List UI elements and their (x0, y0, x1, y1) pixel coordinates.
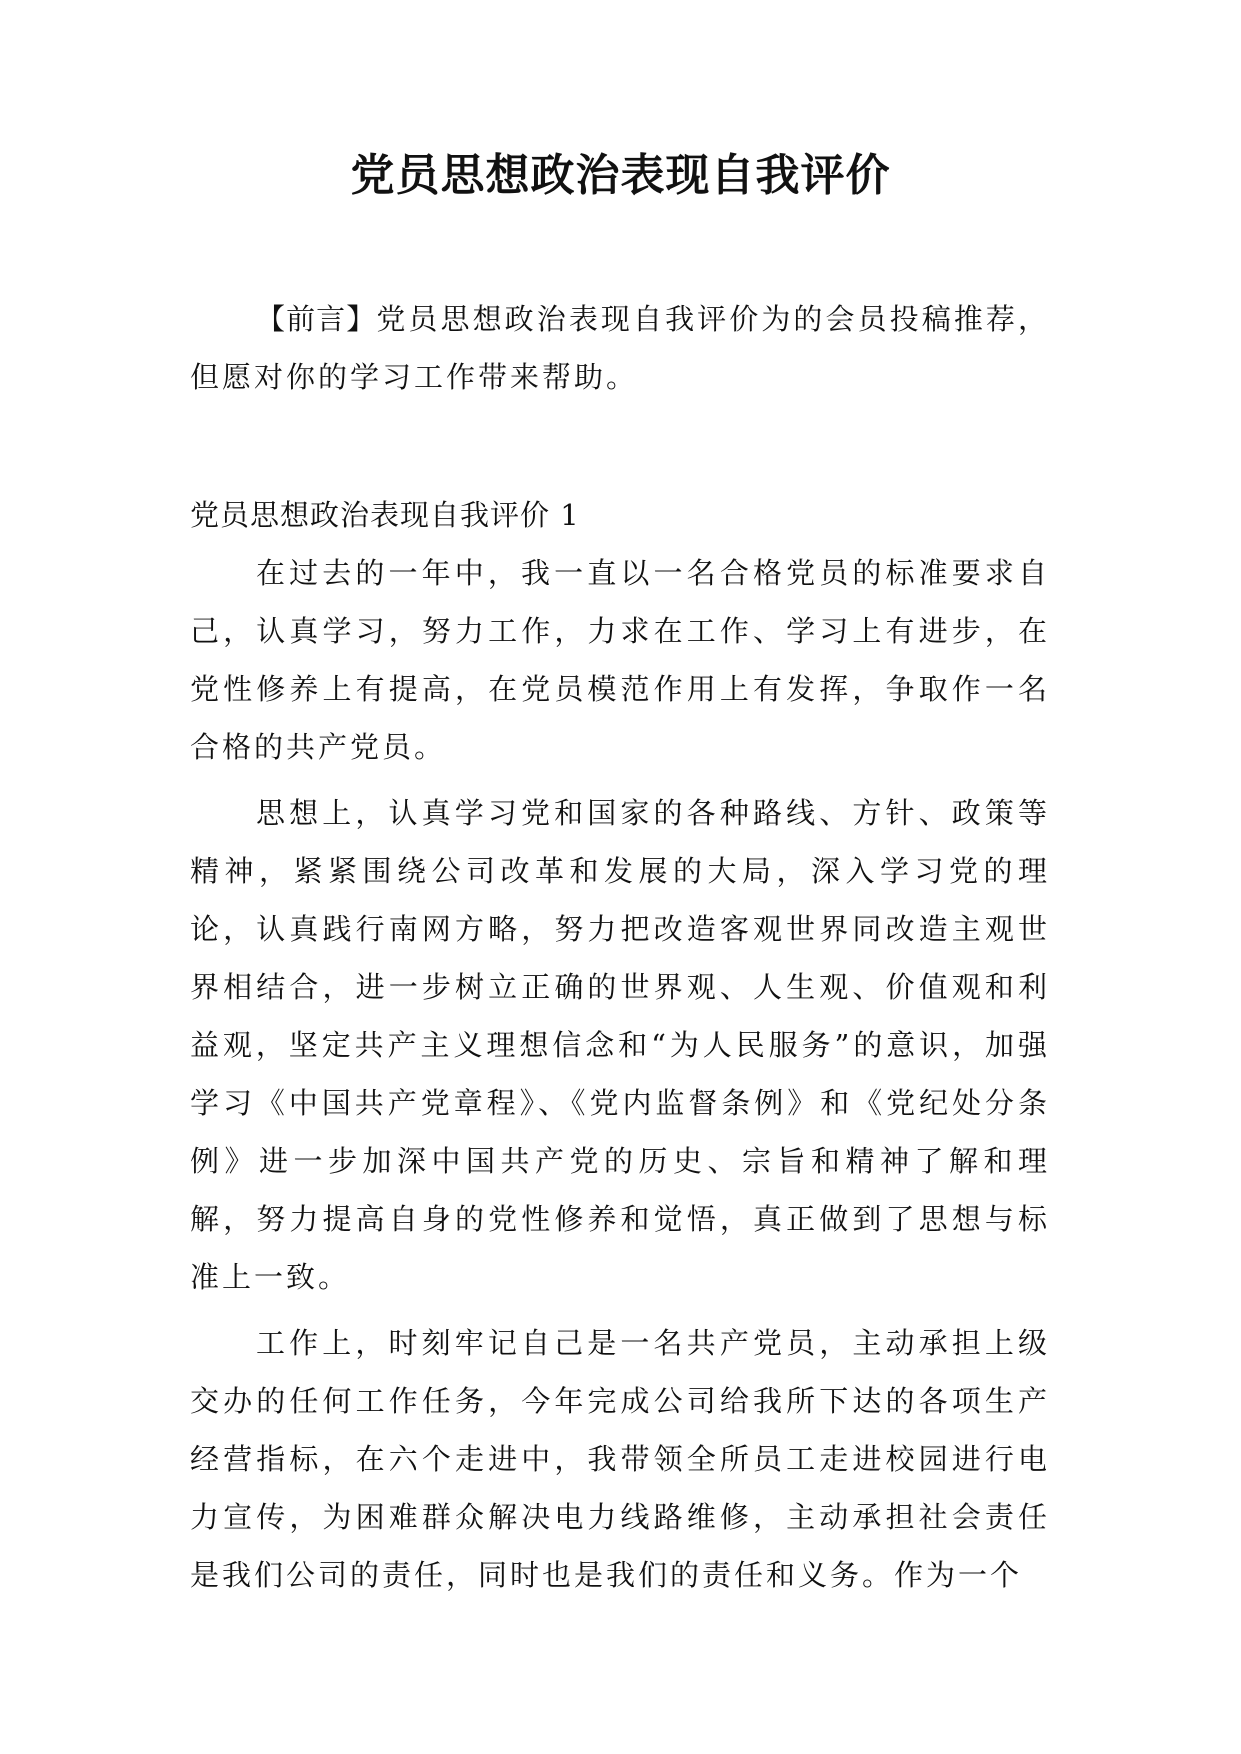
preface-paragraph (190, 290, 1050, 406)
body-paragraph: 思想上，认真学习党和国家的各种路线、方针、政策等精神，紧紧围绕公司改革和发展的大局，深入学习党的理论，认真践行南网方略，努力把改造客观世界同改造主观世界相结合，进一步树立正确的世界观、人生观、价值观和利益观，坚定共产主义理想信念和“为人民服务”的意识，加强学习《中国共产党章程》、《党内监督条例》和《党纪处分条例》进一步加深中国共产党的历史、宗旨和精神了解和理解，努力提高自身的党性修养和觉悟，真正做到了思想与标准上一致。 (190, 796, 1050, 1294)
document-title: 党员思想政治表现自我评价 (350, 150, 891, 201)
section-heading: 党员思想政治表现自我评价 1 (190, 498, 580, 532)
preface-text: 党员思想政治表现自我评价为的会员投稿推荐，但愿对你的学习工作带来帮助。 (190, 302, 1050, 394)
body-paragraph: 在过去的一年中，我一直以一名合格党员的标准要求自己，认真学习，努力工作，力求在工作、学习上有进步，在党性修养上有提高，在党员模范作用上有发挥，争取作一名合格的共产党员。 (190, 556, 1050, 764)
body-paragraph: 工作上，时刻牢记自己是一名共产党员，主动承担上级交办的任何工作任务，今年完成公司给我所下达的各项生产经营指标，在六个走进中，我带领全所员工走进校园进行电力宣传，为困难群众解决电力线路维修，主动承担社会责任是我们公司的责任，同时也是我们的责任和义务。作为一个 (190, 1326, 1050, 1592)
preface-tag: 【前言】 (256, 302, 377, 336)
document-body (190, 290, 1050, 1604)
